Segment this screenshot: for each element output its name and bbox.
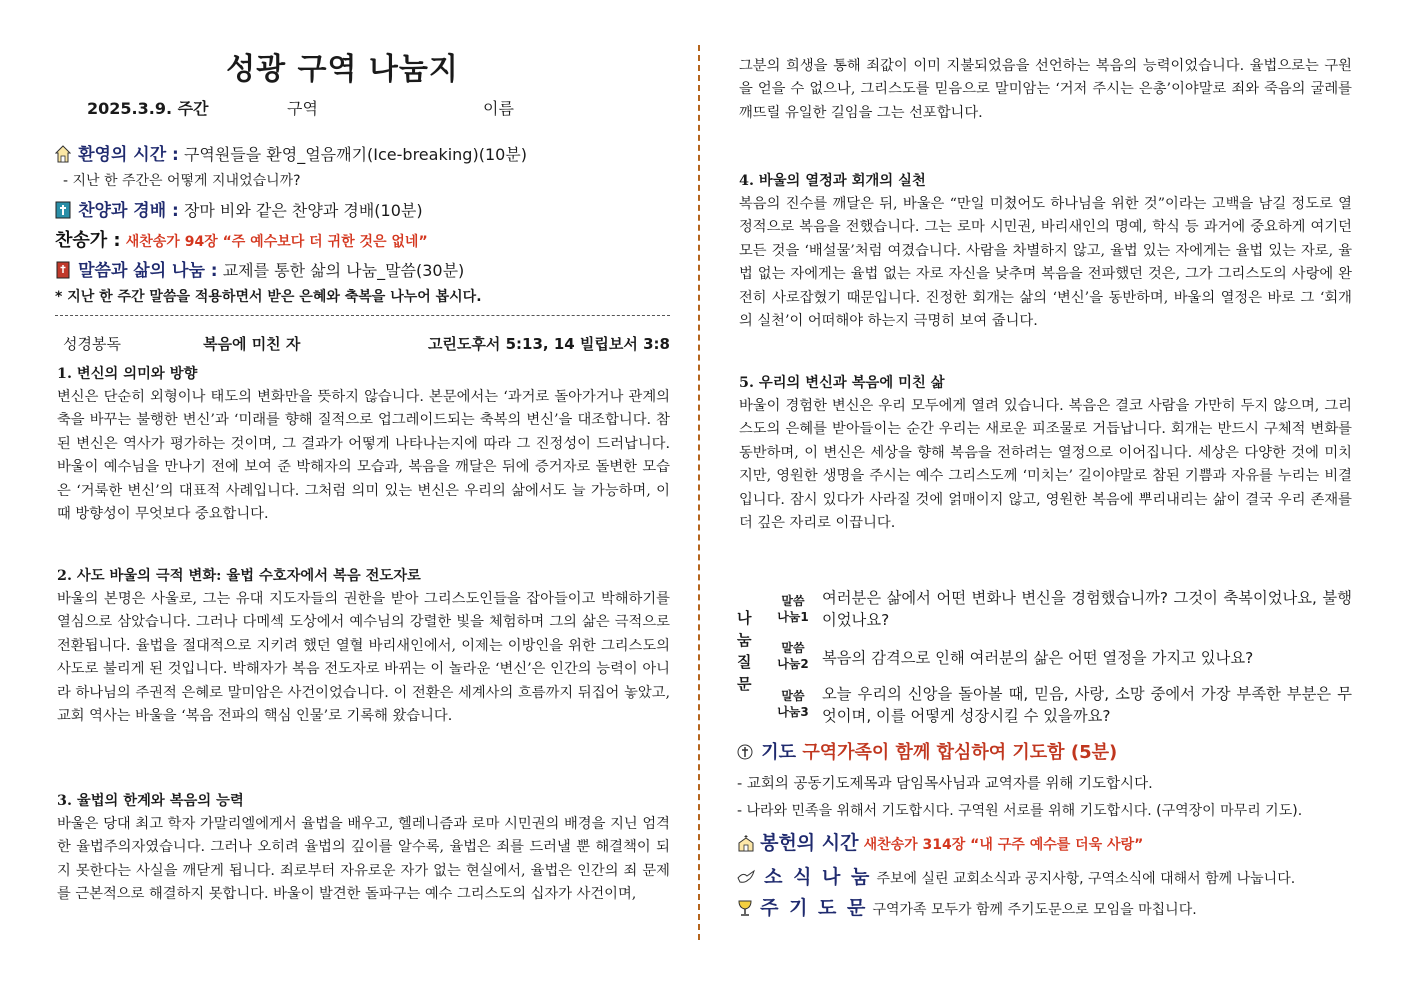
offering-text: 새찬송가 314장 “내 구주 예수를 더욱 사랑” bbox=[863, 837, 1144, 853]
date-label: 2025.3.9. 주간 bbox=[87, 99, 209, 118]
lords-prayer-label: 주 기 도 문 bbox=[760, 897, 868, 919]
bible-icon bbox=[55, 261, 71, 279]
question-text: 여러분은 삶에서 어떤 변화나 변신을 경험했습니까? 그것이 축복이었나요, 불행이었나요? bbox=[822, 589, 1352, 629]
section-5 bbox=[739, 372, 1352, 535]
questions-vertical-label: 나 눔 질 문 bbox=[737, 609, 752, 693]
section-body: 그분의 희생을 통해 죄값이 이미 지불되었음을 선언하는 복음의 능력이었습니다. 율법으로는 구원을 얻을 수 없으나, 그리스도를 믿음으로 말미암는 ‘거저 주시는 은총’이야말로 죄와 죽음의 굴레를 깨뜨릴 유일한 길임을 그는 선포합니다. bbox=[739, 58, 1352, 121]
news-text: 주보에 실린 교회소식과 공지사항, 구역소식에 대해서 함께 나눕니다. bbox=[876, 871, 1296, 887]
praise-label: 찬양과 경배 : bbox=[78, 201, 179, 221]
question-label: 말씀 나눔1 bbox=[777, 594, 809, 624]
hymn-label: 찬송가 : bbox=[55, 230, 121, 251]
news-label: 소 식 나 눔 bbox=[764, 866, 872, 888]
section-body: 바울이 경험한 변신은 우리 모두에게 열려 있습니다. 복음은 결코 사람을 가만히 두지 않으며, 그리스도의 은혜를 받아들이는 순간 우리는 새로운 피조물로 거듭납니다. 회개는 반드시 구체적 변화를 동반하며, 이 변신은 세상을 향해 복음을 전하려는 열정으로 이어집니다. 세상은 다양한 것에 미치지만, 영원한 생명을 주시는 예수 그리스도께 ‘미치는’ 길이야말로 참된 기쁨과 자유를 누리는 비결입니다. 잠시 있다가 사라질 것에 얽매이지 않고, 영원한 복음에 뿌리내리는 삶이 결국 우리 존재를 더 깊은 자리로 이끕니다. bbox=[739, 398, 1352, 532]
section-heading: 4. 바울의 열정과 회개의 실천 bbox=[739, 173, 926, 189]
prayer-line-2: - 나라와 민족을 위해서 기도합시다. 구역원 서로를 위해 기도합시다. (구역장이 마무리 기도). bbox=[737, 803, 1303, 819]
offering-label: 봉헌의 시간 bbox=[760, 832, 859, 854]
cross-circle-icon bbox=[737, 743, 753, 761]
page-title: 성광 구역 나눔지 bbox=[226, 52, 459, 87]
section-4 bbox=[739, 170, 1352, 333]
scripture-reference: 고린도후서 5:13, 14 빌립보서 3:8 bbox=[427, 335, 670, 353]
column-divider bbox=[698, 45, 700, 940]
section-body: 변신은 단순히 외형이나 태도의 변화만을 뜻하지 않습니다. 본문에서는 ‘과거로 돌아가거나 관계의 축을 바꾸는 불행한 변신’과 ‘미래를 향해 질적으로 업그레이드되는 축복의 변신’을 대조합니다. 참된 변신은 역사가 평가하는 것이며, 그 결과가 어떻게 나타나는지에 따라 그 진정성이 드러납니다. 바울이 예수님을 만나기 전에 보여 준 박해자의 모습과, 복음을 깨달은 뒤에 증거자로 돌변한 모습은 ‘거룩한 변신’의 대표적 사례입니다. 그처럼 의미 있는 변신은 우리의 삶에서도 늘 가능하며, 이때 방향성이 무엇보다 중요합니다. bbox=[57, 389, 670, 523]
prayer-label: 기도 bbox=[761, 742, 797, 763]
district-label: 구역 bbox=[287, 99, 318, 118]
question-label: 말씀 나눔2 bbox=[777, 641, 809, 671]
section-3 bbox=[57, 790, 670, 907]
prayer-text: 구역가족이 함께 합심하여 기도함 (5분) bbox=[802, 742, 1118, 763]
name-label: 이름 bbox=[483, 99, 514, 118]
hymn-text: 새찬송가 94장 “주 예수보다 더 귀한 것은 없네” bbox=[125, 234, 428, 250]
section-body: 바울의 본명은 사울로, 그는 유대 지도자들의 권한을 받아 그리스도인들을 잡아들이고 박해하기를 열심으로 삼았습니다. 그러나 다메섹 도상에서 예수님의 강렬한 빛을 체험하며 그의 삶은 극적으로 전환됩니다. 율법을 절대적으로 지키려 했던 열혈 바리새인에서, 이제는 이방인을 위한 그리스도의 사도로 불리게 된 것입니다. 박해자가 복음 전도자로 바뀌는 이 놀라운 ‘변신’은 인간의 능력이 아니라 하나님의 주권적 은혜로 말미암은 사건이었습니다. 이 전환은 세계사의 흐름까지 뒤집어 놓았고, 교회 역사는 바울을 ‘복음 전파의 핵심 인물’로 기록해 왔습니다. bbox=[57, 591, 670, 725]
lords-prayer-row bbox=[737, 893, 1197, 920]
section-heading: 3. 율법의 한계와 복음의 능력 bbox=[57, 793, 244, 809]
praise-text: 장마 비와 같은 찬양과 경배(10분) bbox=[183, 201, 423, 220]
word-text: 교제를 통한 삶의 나눔_말씀(30분) bbox=[222, 261, 465, 280]
welcome-text: 구역원들을 환영_얼음깨기(Ice-breaking)(10분) bbox=[183, 145, 527, 164]
section-1 bbox=[57, 363, 670, 526]
word-row bbox=[55, 256, 464, 281]
section-heading: 2. 사도 바울의 극적 변화: 율법 수호자에서 복음 전도자로 bbox=[57, 568, 421, 584]
hymn-row bbox=[55, 226, 428, 252]
welcome-sub: - 지난 한 주간은 어떻게 지내었습니까? bbox=[63, 173, 301, 189]
section-heading: 1. 변신의 의미와 방향 bbox=[57, 366, 198, 382]
lords-prayer-text: 구역가족 모두가 함께 주기도문으로 모임을 마칩니다. bbox=[872, 902, 1197, 918]
section-heading: 5. 우리의 변신과 복음에 미친 삶 bbox=[739, 375, 945, 391]
praise-row bbox=[55, 196, 423, 221]
prayer-line-1: - 교회의 공동기도제목과 담임목사님과 교역자를 위해 기도합시다. bbox=[737, 776, 1153, 792]
section-2 bbox=[57, 565, 670, 728]
word-note: * 지난 한 주간 말씀을 적용하면서 받은 은혜와 축복을 나누어 봅시다. bbox=[55, 289, 482, 305]
welcome-label: 환영의 시간 : bbox=[78, 145, 179, 165]
offering-row bbox=[737, 828, 1143, 855]
section-body: 바울은 당대 최고 학자 가말리엘에게서 율법을 배우고, 헬레니즘과 로마 시민권의 배경을 지닌 엄격한 율법주의자였습니다. 그러나 오히려 율법의 깊이를 알수록, 율법은 죄를 드러낼 뿐 해결책이 되지 못한다는 사실을 깨닫게 됩니다. 죄로부터 자유로운 자가 없는 현실에서, 율법은 인간의 죄 문제를 근본적으로 해결하지 못합니다. 바울이 발견한 돌파구는 예수 그리스도의 십자가 사건이며, bbox=[57, 816, 670, 903]
church-icon bbox=[737, 834, 753, 852]
welcome-row bbox=[55, 140, 527, 165]
news-row bbox=[737, 862, 1295, 889]
chalice-icon bbox=[737, 899, 753, 917]
prayer-row bbox=[737, 738, 1117, 764]
sermon-title: 복음에 미친 자 bbox=[203, 335, 301, 353]
cross-icon bbox=[55, 201, 71, 219]
scripture-bar bbox=[63, 333, 670, 354]
house-icon bbox=[55, 145, 71, 163]
question-text: 오늘 우리의 신앙을 돌아볼 때, 믿음, 사랑, 소망 중에서 가장 부족한 부분은 무엇이며, 이를 어떻게 성장시킬 수 있을까요? bbox=[822, 685, 1352, 725]
section-body: 복음의 진수를 깨달은 뒤, 바울은 “만일 미쳤어도 하나님을 위한 것”이라는 고백을 남길 정도로 열정적으로 복음을 전했습니다. 그는 로마 시민권, 바리새인의 명예, 학식 등 과거에 중요하게 여기던 모든 것을 ‘배설물’처럼 여겼습니다. 사람을 차별하지 않고, 율법 있는 자에게는 율법 있는 자로, 율법 없는 자에게는 율법 없는 자로 자신을 낮추며 복음을 전파했던 것은, 그가 그리스도의 사랑에 완전히 사로잡혔기 때문입니다. 진정한 회개는 삶의 ‘변신’을 동반하며, 바울의 열정은 바로 그 ‘회개의 실천’이 어떠해야 하는지 극명히 보여 줍니다. bbox=[739, 196, 1352, 330]
dove-icon bbox=[737, 868, 757, 886]
section-divider bbox=[55, 315, 670, 316]
question-label: 말씀 나눔3 bbox=[777, 689, 809, 719]
word-label: 말씀과 삶의 나눔 : bbox=[78, 261, 218, 281]
section-3-continued bbox=[739, 55, 1352, 125]
scripture-label: 성경봉독 bbox=[63, 335, 121, 353]
question-text: 복음의 감격으로 인해 여러분의 삶은 어떤 열정을 가지고 있나요? bbox=[822, 649, 1254, 667]
